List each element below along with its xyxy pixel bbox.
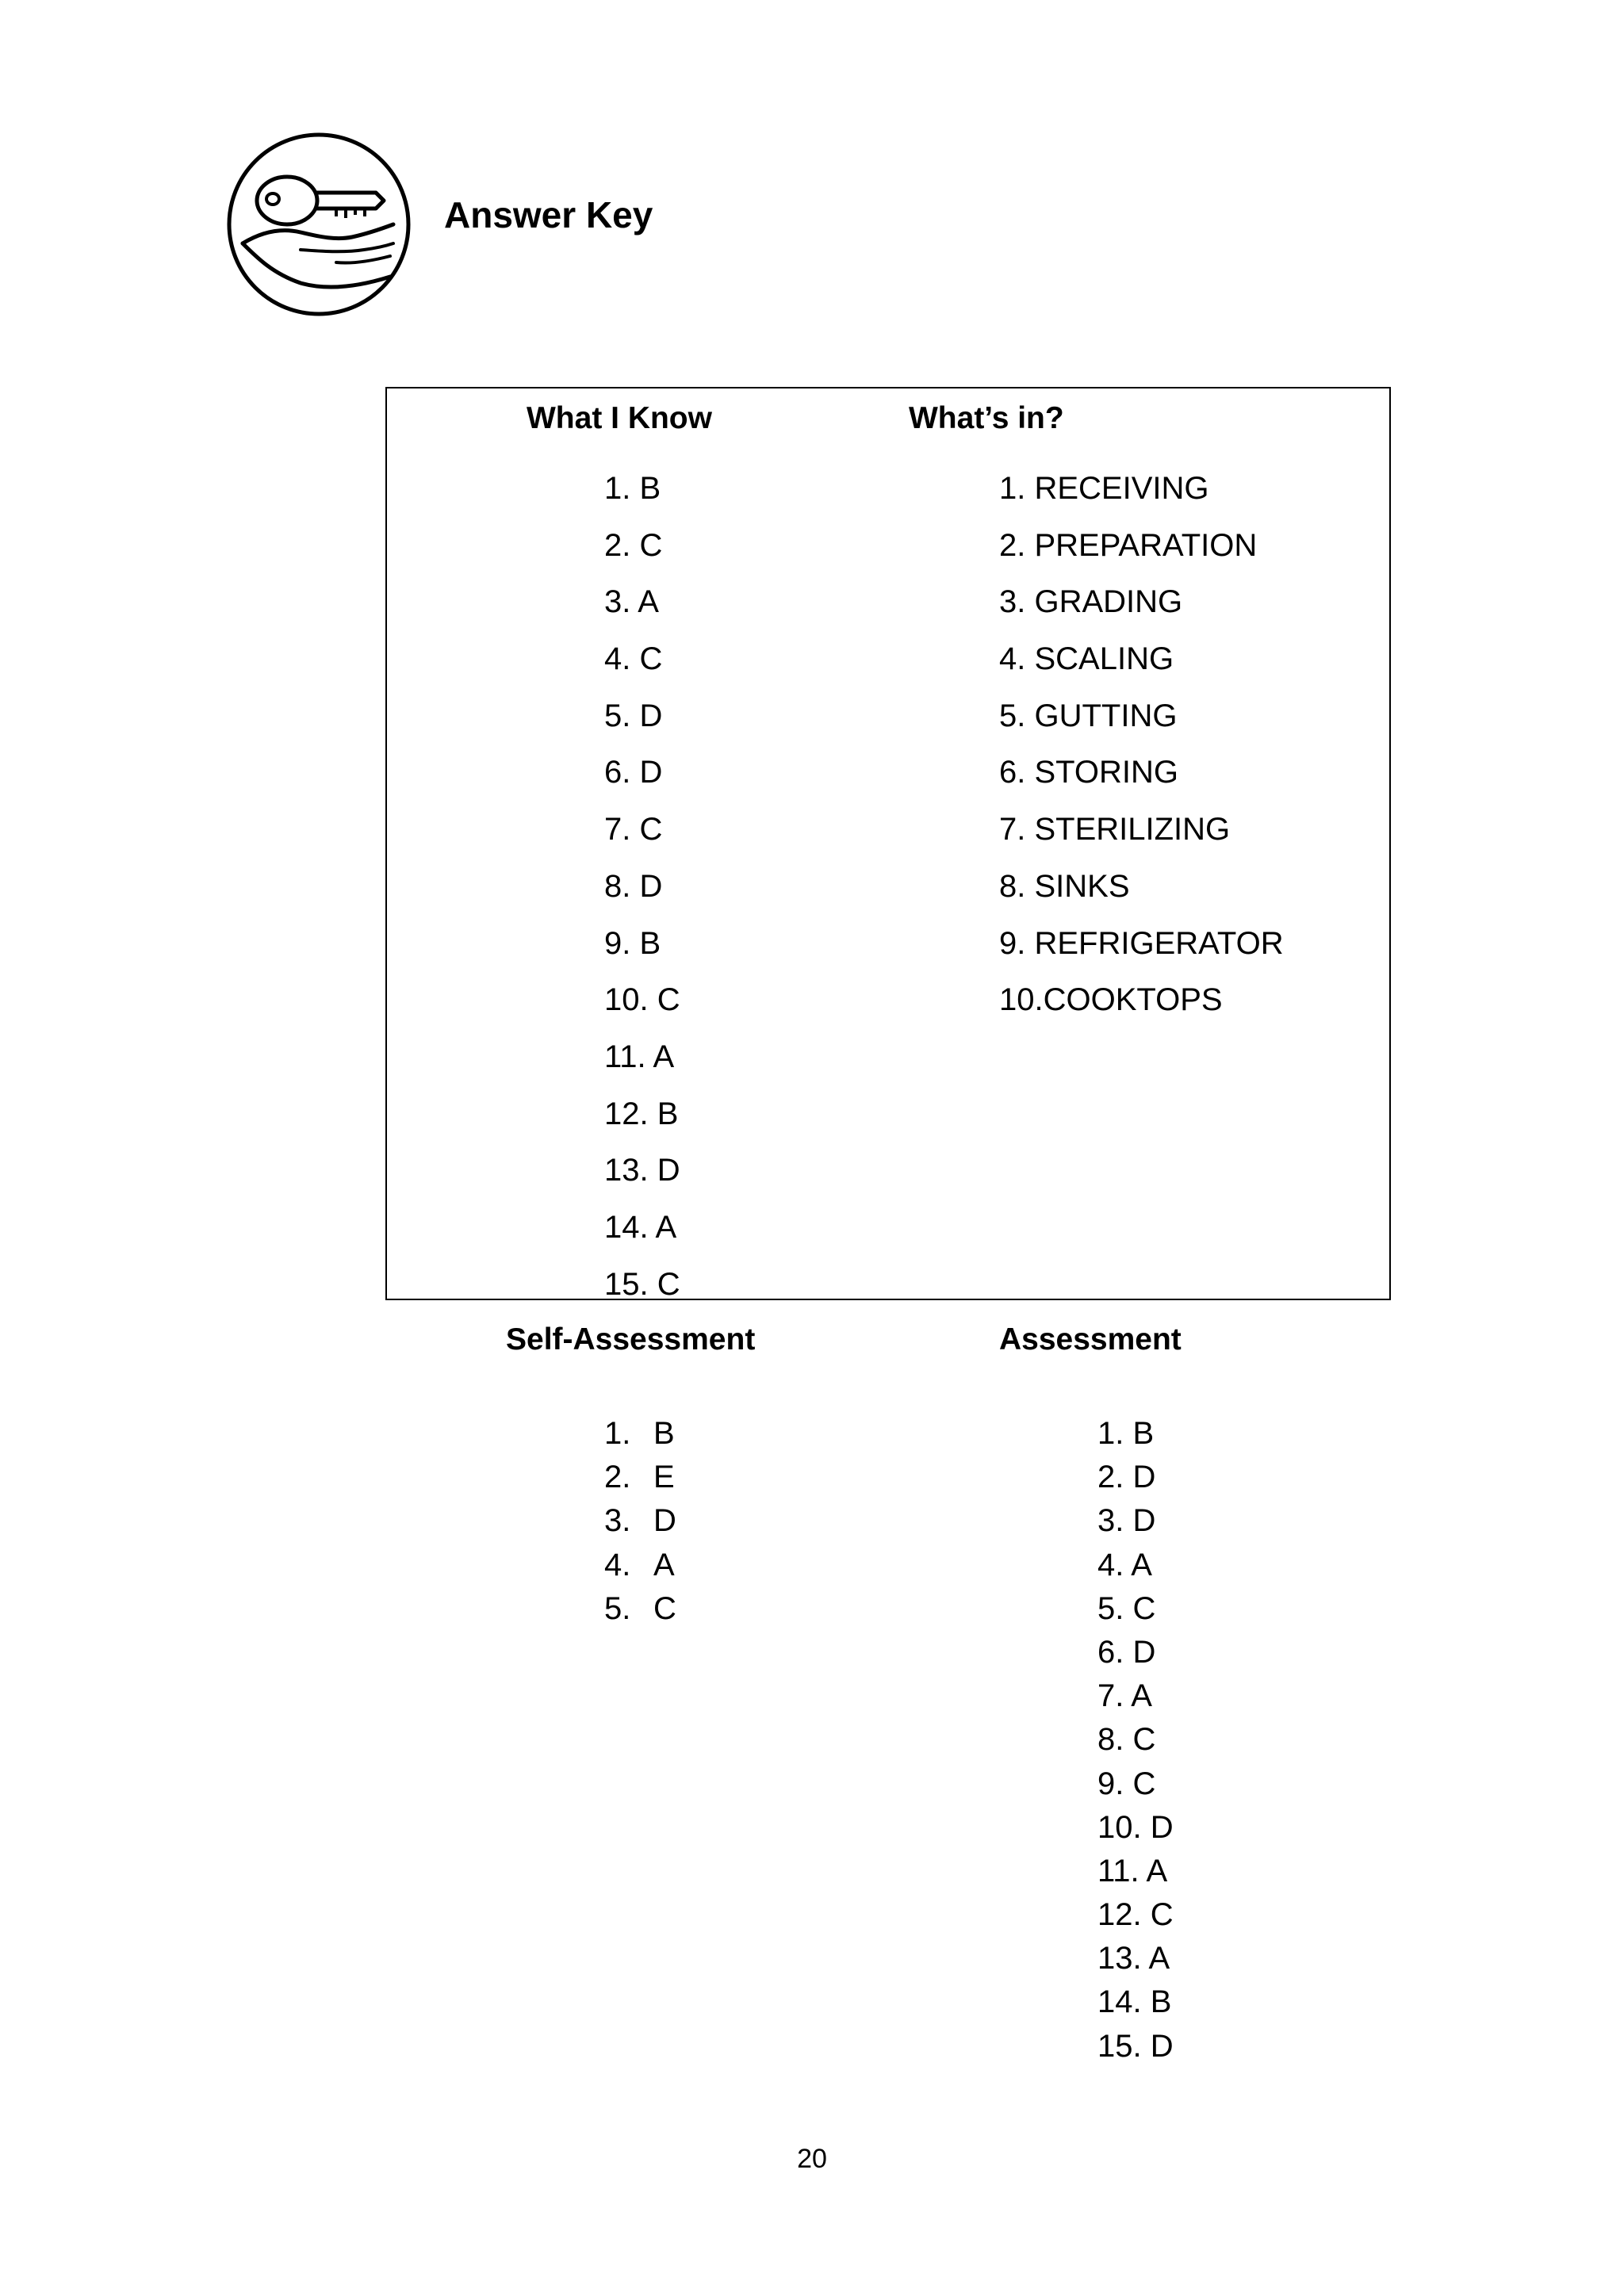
list-item	[604, 1461, 676, 1505]
list-item: 14. A	[604, 1209, 677, 1245]
item-answer: C	[653, 1590, 676, 1626]
list-item: 4. SCALING	[999, 641, 1174, 677]
list-item: 9. C	[1097, 1766, 1156, 1801]
list-item: 12. C	[1097, 1897, 1174, 1933]
list-item: 4. C	[604, 641, 663, 677]
list-item: 6. D	[604, 755, 663, 790]
list-item: 11. A	[604, 1039, 675, 1074]
key-in-hand-icon	[225, 131, 412, 318]
whats-in-list	[999, 473, 1284, 1041]
list-item	[604, 1590, 676, 1636]
list-item: 13. A	[1097, 1941, 1170, 1976]
list-item: 1. RECEIVING	[999, 471, 1209, 506]
self-assessment-list	[604, 1418, 676, 1636]
list-item: 2. PREPARATION	[999, 527, 1258, 563]
list-item: 7. STERILIZING	[999, 812, 1231, 848]
list-item: 8. D	[604, 868, 663, 904]
list-item: 10. C	[604, 982, 680, 1018]
item-number: 2.	[604, 1460, 631, 1495]
list-item: 15. D	[1097, 2028, 1174, 2064]
list-item	[604, 1418, 676, 1461]
list-item: 8. SINKS	[999, 868, 1130, 904]
page-title: Answer Key	[444, 194, 653, 235]
list-item: 1. B	[1097, 1416, 1155, 1451]
item-answer: D	[653, 1503, 676, 1539]
item-number: 1.	[604, 1416, 631, 1451]
list-item	[604, 1549, 676, 1593]
list-item: 3. GRADING	[999, 584, 1183, 620]
assessment-heading: Assessment	[999, 1322, 1182, 1357]
list-item: 3. A	[604, 584, 659, 620]
what-i-know-heading: What I Know	[527, 401, 712, 435]
list-item: 10.COOKTOPS	[999, 982, 1223, 1018]
item-number: 4.	[604, 1547, 631, 1582]
list-item: 3. D	[1097, 1503, 1156, 1539]
answer-key-box	[385, 387, 1391, 2064]
list-item: 6. STORING	[999, 755, 1178, 790]
list-item: 9. REFRIGERATOR	[999, 925, 1284, 961]
assessment-list	[1097, 1418, 1174, 2074]
list-item: 8. C	[1097, 1722, 1156, 1758]
list-item: 11. A	[1097, 1853, 1168, 1888]
item-number: 3.	[604, 1503, 631, 1539]
item-answer: E	[653, 1460, 675, 1495]
list-item: 10. D	[1097, 1809, 1174, 1845]
what-i-know-list	[604, 473, 680, 1325]
item-answer: B	[653, 1416, 675, 1451]
item-answer: A	[653, 1547, 675, 1582]
list-item: 7. A	[1097, 1678, 1152, 1714]
list-item: 9. B	[604, 925, 661, 961]
list-item: 7. C	[604, 812, 663, 848]
list-item: 13. D	[604, 1153, 680, 1188]
page-number: 20	[797, 2144, 827, 2174]
list-item: 5. D	[604, 698, 663, 733]
list-item	[604, 1505, 676, 1548]
self-assessment-heading: Self-Assessment	[506, 1322, 756, 1357]
item-number: 5.	[604, 1590, 631, 1626]
list-item: 15. C	[604, 1266, 680, 1302]
list-item: 4. A	[1097, 1547, 1152, 1582]
list-item: 5. C	[1097, 1590, 1156, 1626]
list-item: 12. B	[604, 1096, 679, 1131]
list-item: 5. GUTTING	[999, 698, 1178, 733]
list-item: 2. C	[604, 527, 663, 563]
list-item: 14. B	[1097, 1984, 1172, 2020]
list-item: 2. D	[1097, 1460, 1156, 1495]
whats-in-heading: What’s in?	[909, 401, 1064, 435]
list-item: 1. B	[604, 471, 661, 506]
list-item: 6. D	[1097, 1634, 1156, 1670]
